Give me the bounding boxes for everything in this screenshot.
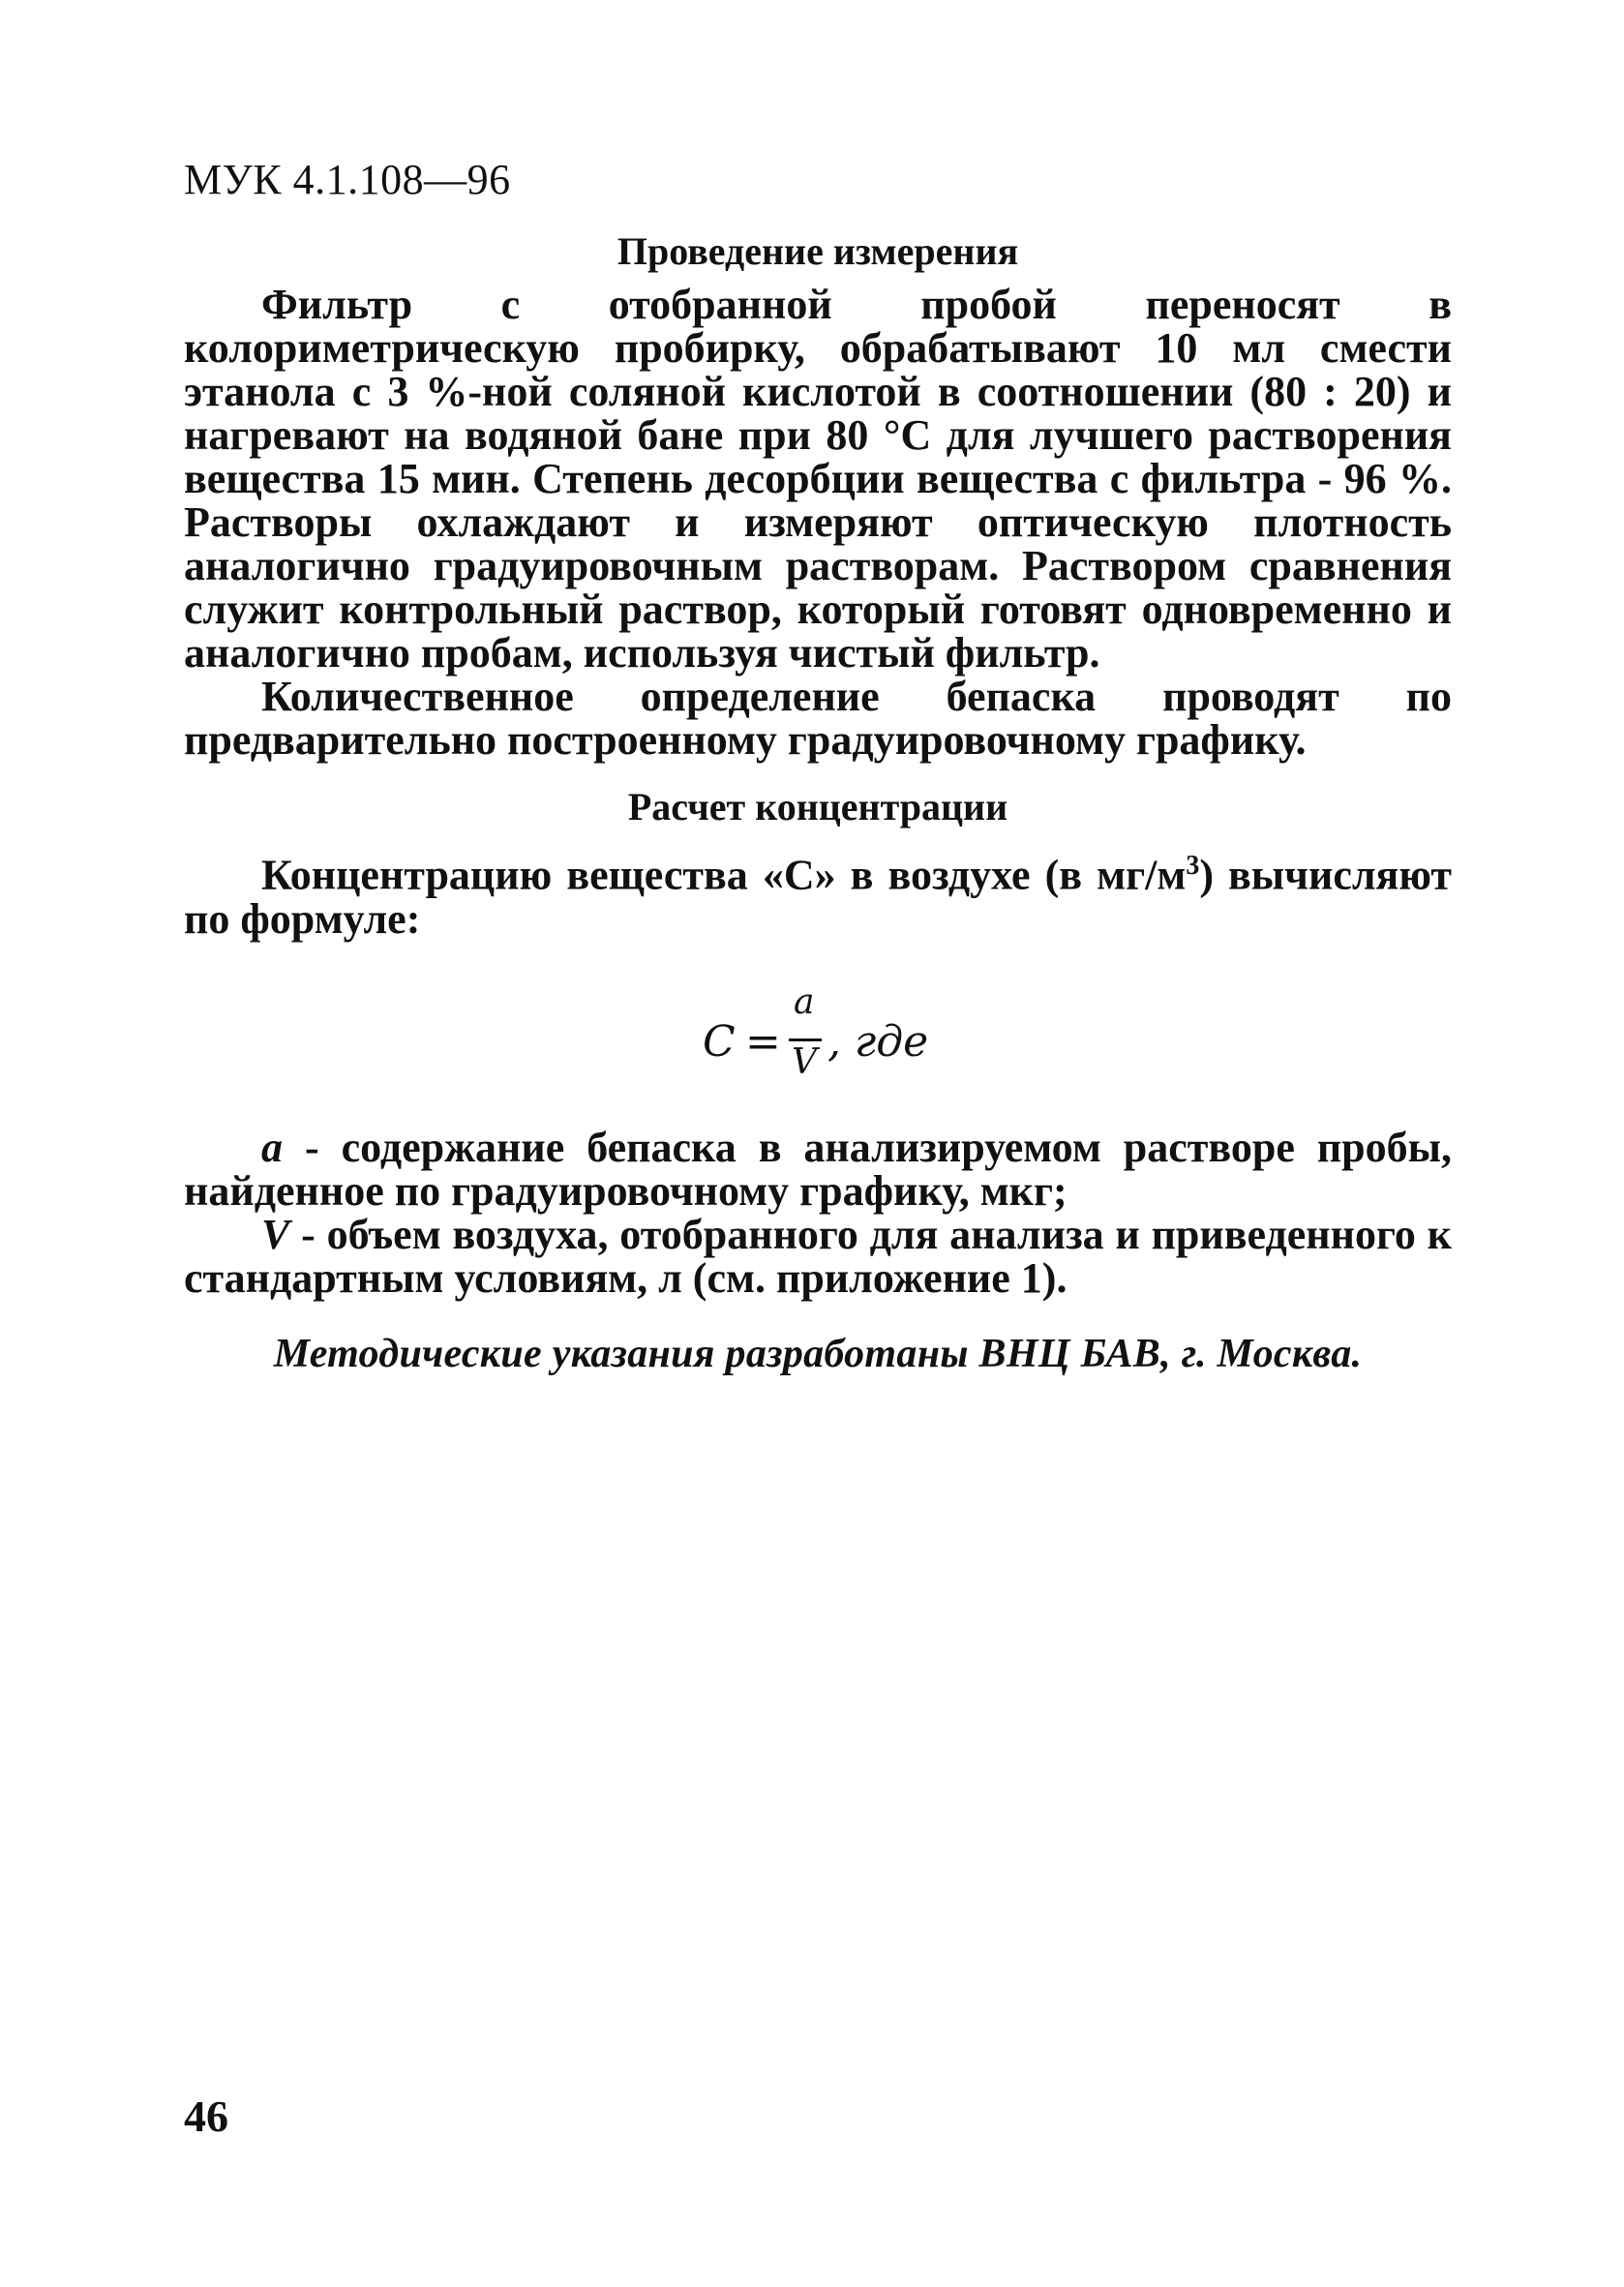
page-number: 46 — [184, 2091, 228, 2141]
intro-superscript: 3 — [1186, 851, 1200, 881]
formula-tail: , где — [827, 1017, 929, 1067]
formula-lhs: С — [703, 1017, 736, 1067]
intro-text-end: ) вычисляют по формуле: — [184, 851, 1453, 943]
concentration-formula — [697, 982, 987, 1089]
definition-text: - объем воздуха, отобранного для анализа и приведенного к стандартным условиям, л (см. приложение 1). — [184, 1211, 1452, 1302]
section-title-calculation: Расчет концентрации — [627, 785, 1008, 828]
fraction-bar — [789, 1038, 822, 1041]
section-title-measurement: Проведение измерения — [617, 229, 1019, 273]
formula-numerator: a — [794, 982, 815, 1022]
definition-text: - содержание бепаска в анализируемом растворе пробы, найденное по градуировочному графику, мкг; — [184, 1124, 1452, 1215]
definition-symbol: a — [261, 1124, 283, 1171]
formula-denominator: V — [792, 1042, 817, 1082]
definition-a — [184, 1126, 1452, 1213]
definition-symbol: V — [261, 1211, 290, 1258]
paragraph-measurement-procedure: Фильтр с отобранной пробой переносят в колориметрическую пробирку, обрабатывают 10 мл смести этанола с 3 %-ной соляной кислотой в соотношении (80 : 20) и нагревают на водяной бане при 80 °С для лучшего растворения вещества 15 мин. Степень десорбции вещества с фильтра - 96 %. Растворы охлаждают и измеряют оптическую плотность аналогично градуировочным растворам. Раствором сравнения служит контрольный раствор, который готовят одновременно и аналогично пробам, используя чистый фильтр. — [184, 281, 1452, 677]
intro-text-start: Концентрацию вещества «С» в воздухе (в мг/м — [261, 851, 1187, 899]
paragraph-calculation-intro — [184, 844, 1452, 941]
methodology-credit: Методические указания разработаны ВНЦ БАВ, г. Москва. — [273, 1332, 1363, 1376]
document-code: МУК 4.1.108—96 — [184, 156, 511, 203]
definition-v — [184, 1213, 1452, 1300]
formula-equals: = — [745, 1017, 781, 1067]
paragraph-quantitative-determination: Количественное определение бепаска проводят по предварительно построенному градуировочному графику. — [184, 673, 1452, 764]
